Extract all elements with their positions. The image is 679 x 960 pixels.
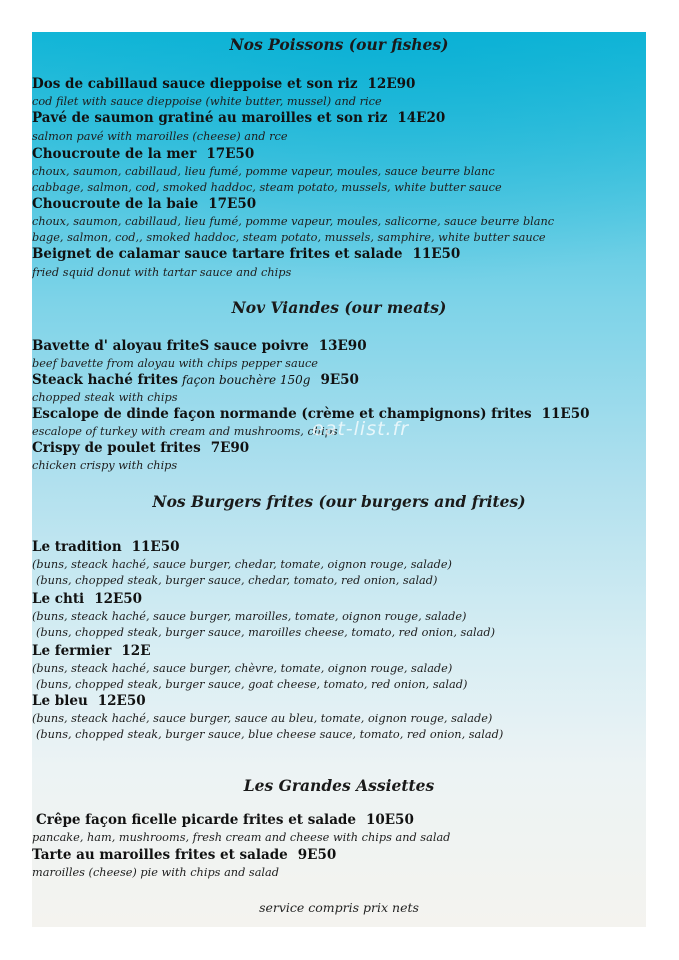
item-description: salmon pavé with maroilles (cheese) and rce [32, 130, 288, 143]
menu-item-fermier [32, 643, 150, 659]
item-price: 11E50 [541, 406, 590, 422]
item-name: Le bleu [32, 693, 88, 709]
item-description: choux, saumon, cabillaud, lieu fumé, pomme vapeur, moules, sauce beurre blanc [32, 165, 495, 178]
item-name: Bavette d' aloyau friteS sauce poivre [32, 338, 309, 354]
section-title-meats: Nov Viandes (our meats) [231, 298, 447, 317]
item-description: cod filet with sauce dieppoise (white butter, mussel) and rice [32, 95, 382, 108]
menu-item-tradition [32, 539, 180, 555]
menu-item-escalope [32, 406, 590, 422]
item-name: Crêpe façon ficelle picarde frites et salade [36, 812, 356, 828]
menu-item-salmon [32, 110, 445, 126]
section-title-fish: Nos Poissons (our fishes) [229, 35, 449, 54]
item-price: 13E90 [318, 338, 367, 354]
section-title-plates: Les Grandes Assiettes [243, 776, 435, 795]
item-price: 12E90 [367, 76, 416, 92]
item-price: 14E20 [397, 110, 446, 126]
item-description: (buns, steack haché, sauce burger, sauce au bleu, tomate, oignon rouge, salade) [32, 712, 493, 725]
item-description: chicken crispy with chips [32, 459, 178, 472]
item-name: Choucroute de la baie [32, 196, 199, 212]
item-description: (buns, chopped steak, burger sauce, chedar, tomato, red onion, salad) [36, 574, 438, 587]
item-name: Le chti [32, 591, 85, 607]
item-description: escalope of turkey with cream and mushrooms, chips [32, 425, 338, 438]
footer-note: service compris prix nets [259, 900, 419, 915]
item-description: (buns, chopped steak, burger sauce, maroilles cheese, tomato, red onion, salad) [36, 626, 496, 639]
item-description: (buns, steack haché, sauce burger, chèvre, tomate, oignon rouge, salade) [32, 662, 453, 675]
menu-item-cod [32, 76, 415, 92]
item-price: 12E50 [97, 693, 146, 709]
item-name: Crispy de poulet frites [32, 440, 201, 456]
item-name: Choucroute de la mer [32, 146, 197, 162]
menu-item-crepe [36, 812, 414, 828]
menu-item-bleu [32, 693, 146, 709]
item-description: chopped steak with chips [32, 391, 178, 404]
item-description: beef bavette from aloyau with chips pepper sauce [32, 357, 318, 370]
item-description: fried squid donut with tartar sauce and chips [32, 266, 292, 279]
item-description: choux, saumon, cabillaud, lieu fumé, pomme vapeur, moules, salicorne, sauce beurre blanc [32, 215, 555, 228]
item-description: (buns, chopped steak, burger sauce, goat cheese, tomato, red onion, salad) [36, 678, 468, 691]
item-price: 17E50 [206, 146, 255, 162]
item-price: 17E50 [208, 196, 257, 212]
item-description: (buns, steack haché, sauce burger, maroilles, tomate, oignon rouge, salade) [32, 610, 467, 623]
item-name: Dos de cabillaud sauce dieppoise et son riz [32, 76, 358, 92]
item-description: (buns, chopped steak, burger sauce, blue cheese sauce, tomato, red onion, salad) [36, 728, 504, 741]
item-price: 9E50 [297, 847, 337, 863]
watermark: eat-list.fr [312, 418, 410, 440]
item-description: pancake, ham, mushrooms, fresh cream and cheese with chips and salad [32, 831, 451, 844]
menu-item-steack [32, 372, 359, 388]
menu-item-bavette [32, 338, 367, 354]
item-description: (buns, steack haché, sauce burger, chedar, tomate, oignon rouge, salade) [32, 558, 452, 571]
item-price: 11E50 [412, 246, 461, 262]
item-name: Le tradition [32, 539, 122, 555]
item-name: Pavé de saumon gratiné au maroilles et son riz [32, 110, 388, 126]
menu-item-chti [32, 591, 142, 607]
item-name: Le fermier [32, 643, 112, 659]
item-note: façon bouchère 150g [181, 373, 311, 387]
item-price: 12E [121, 643, 151, 659]
item-name: Beignet de calamar sauce tartare frites et salade [32, 246, 403, 262]
item-price: 12E50 [94, 591, 143, 607]
item-price: 7E90 [210, 440, 250, 456]
item-description: maroilles (cheese) pie with chips and salad [32, 866, 280, 879]
item-description: cabbage, salmon, cod, smoked haddoc, steam potato, mussels, white butter sauce [32, 181, 502, 194]
menu-item-calamar [32, 246, 460, 262]
menu-item-choucroute-mer [32, 146, 254, 162]
item-name: Tarte au maroilles frites et salade [32, 847, 288, 863]
item-name: Escalope de dinde façon normande (crème et champignons) frites [32, 406, 532, 422]
item-name: Steack haché frites [32, 372, 178, 388]
menu-item-crispy [32, 440, 249, 456]
item-price: 9E50 [320, 372, 359, 388]
item-price: 11E50 [131, 539, 180, 555]
item-description: bage, salmon, cod,, smoked haddoc, steam potato, mussels, samphire, white butter sauce [32, 231, 546, 244]
menu-page [32, 32, 646, 927]
section-title-burgers: Nos Burgers frites (our burgers and frites) [152, 492, 526, 511]
menu-item-tarte [32, 847, 336, 863]
menu-item-choucroute-baie [32, 196, 256, 212]
item-price: 10E50 [365, 812, 414, 828]
